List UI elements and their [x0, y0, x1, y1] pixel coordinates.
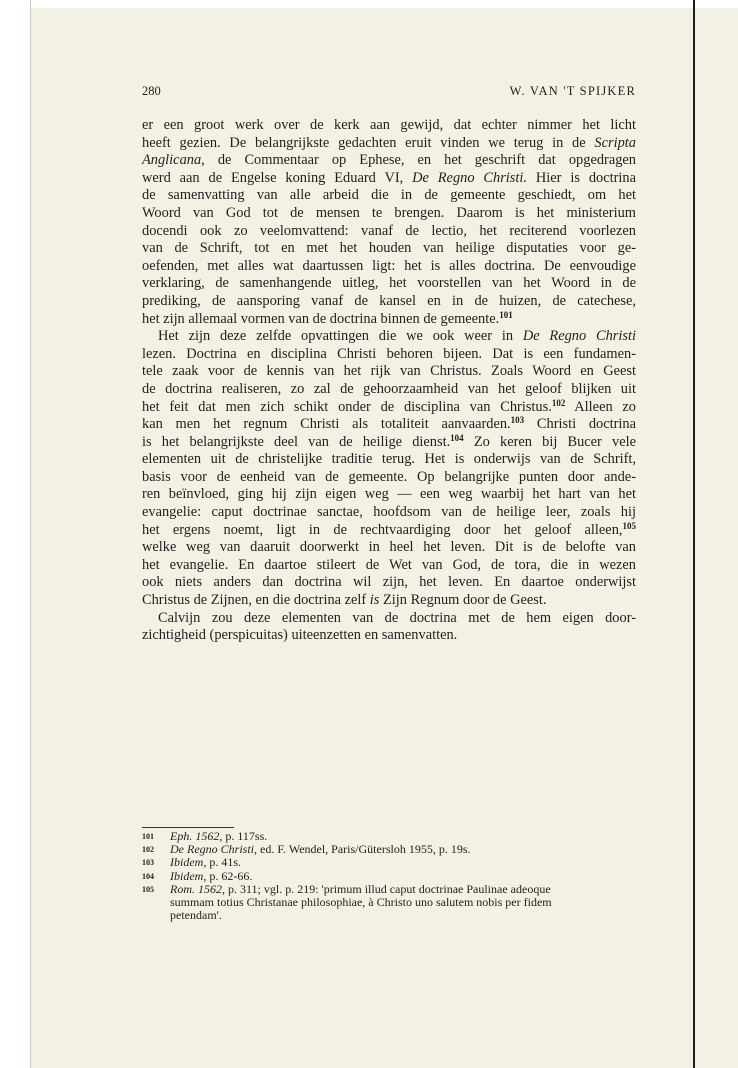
text-line: is het belangrijkste deel van de heilige dienst.$^{104}$ Zo keren bij Bucer vele [142, 432, 636, 450]
footnote: 102 De Regno Christi, ed. F. Wendel, Paris/Gütersloh 1955, p. 19s. [142, 842, 471, 857]
text-line: evangelie: caput doctrinae sanctae, hoofdsom van de heilige leer, zoals hij [142, 504, 636, 521]
text-line: tele zaak voor de kennis van het rijk van Christus. Zoals Woord en Geest [142, 363, 636, 380]
text-line: de doctrina realiseren, zo zal de gehoorzaamheid van het geloof blijken uit [142, 380, 636, 397]
text-line: ook niets anders dan doctrina wil zijn, het leven. En daartoe onderwijst [142, 574, 636, 591]
footnote-ref[interactable]: 104 [450, 432, 464, 443]
text-line: lezen. Doctrina en disciplina Christi behoren bijeen. Dat is een fundamen- [142, 345, 636, 362]
text-line: Anglicana, de Commentaar op Ephese, en het geschrift dat opgedragen [142, 152, 636, 169]
text-line: heeft gezien. De belangrijkste gedachten eruit vinden we terug in de Scripta [142, 134, 636, 151]
text-line: Christus de Zijnen, en die doctrina zelf is Zijn Regnum door de Geest. [142, 592, 547, 609]
text-line: basis voor de eenheid van de gemeente. Op belangrijke punten door ande- [142, 468, 636, 485]
running-header [142, 84, 636, 104]
text-line: kan men het regnum Christi als totaliteit aanvaarden.$^{103}$ Christi doctrina [142, 415, 636, 433]
footnote: 103 Ibidem, p. 41s. [142, 855, 241, 870]
page-edge-right [693, 0, 695, 1068]
text-line: werd aan de Engelse koning Eduard VI, De Regno Christi. Hier is doctrina [142, 169, 636, 186]
text-line: prediking, de aansporing vanaf de kansel en in de huizen, de catechese, [142, 292, 636, 309]
scan-margin-top [0, 0, 738, 8]
footnote-number: 103 [142, 858, 154, 868]
footnote-number: 101 [142, 832, 154, 841]
text-line: het ergens noemt, ligt in de rechtvaardiging door het geloof alleen,$^{105}$ [142, 520, 636, 538]
text-line: het zijn allemaal vormen van de doctrina binnen de gemeente.$^{101}$ [142, 309, 513, 327]
text-line: docendi ook zo veelomvattend: vanaf de lectio, het reciterend voorlezen [142, 222, 636, 239]
text-line: welke weg van daaruit doorwerkt in heel het leven. Dit is de belofte van [142, 539, 636, 556]
footnote-ref[interactable]: 103 [510, 415, 525, 426]
footnote: 105 Rom. 1562, p. 311; vgl. p. 219: 'primum illud caput doctrinae Paulinae adeoque summam totius Christanae philosophiae, à Christo uno salutem nobis per fidem petendam'. [142, 881, 552, 923]
text-line: ren beïnvloed, ging hij zijn eigen weg — een weg waarbij het hart van het [142, 486, 636, 503]
text-line: het evangelie. En daartoe stileert de Wet van God, de tora, die in wezen [142, 556, 636, 573]
footnote-number: 104 [142, 871, 154, 881]
text-line: zichtigheid (perspicuitas) uiteenzetten en samenvatten. [142, 627, 458, 644]
text-line: het feit dat men zich schikt onder de disciplina van Christus.$^{102}$ Alleen zo [142, 397, 636, 415]
footnote-rule [142, 827, 234, 828]
text-line: oefenden, met alles wat daartussen ligt: het is alles doctrina. De eenvoudige [142, 257, 636, 274]
text-line: Woord van God tot de mensen te brengen. Daarom is het ministerium [142, 204, 636, 221]
footnote-ref[interactable]: 102 [551, 397, 566, 408]
footnote: 104 Ibidem, p. 62-66. [142, 868, 253, 883]
text-line: Het zijn deze zelfde opvattingen die we ook weer in De Regno Christi [158, 328, 636, 345]
text-line: van de Schrift, tot en met het houden van heilige disputaties voor ge- [142, 240, 636, 257]
text-line: elementen uit de christelijke traditie terug. Het is onderwijs van de Schrift, [142, 451, 636, 468]
footnote-ref[interactable]: 105 [622, 520, 636, 531]
scan-margin-left [0, 0, 30, 1068]
footnote: 101 Eph. 1562, p. 117ss. [142, 829, 268, 843]
footnotes [142, 830, 636, 922]
footnote-number: 102 [142, 845, 154, 855]
text-line: de samenvatting van alle arbeid die in de gemeente geschiedt, om het [142, 187, 636, 204]
running-head-author: W. VAN 'T SPIJKER [509, 84, 636, 98]
footnote-number: 105 [142, 884, 154, 894]
text-line: Calvijn zou deze elementen van de doctrina met de hem eigen door- [158, 609, 636, 626]
body-text [142, 117, 636, 645]
page-edge-left [30, 0, 31, 1068]
text-line: er een groot werk over de kerk aan gewijd, dat echter nimmer het licht [142, 117, 636, 133]
footnote-ref[interactable]: 101 [499, 309, 513, 320]
page-number: 280 [142, 84, 161, 98]
text-line: verklaring, de samenhangende uitleg, het voorstellen van het Woord in de [142, 275, 636, 292]
